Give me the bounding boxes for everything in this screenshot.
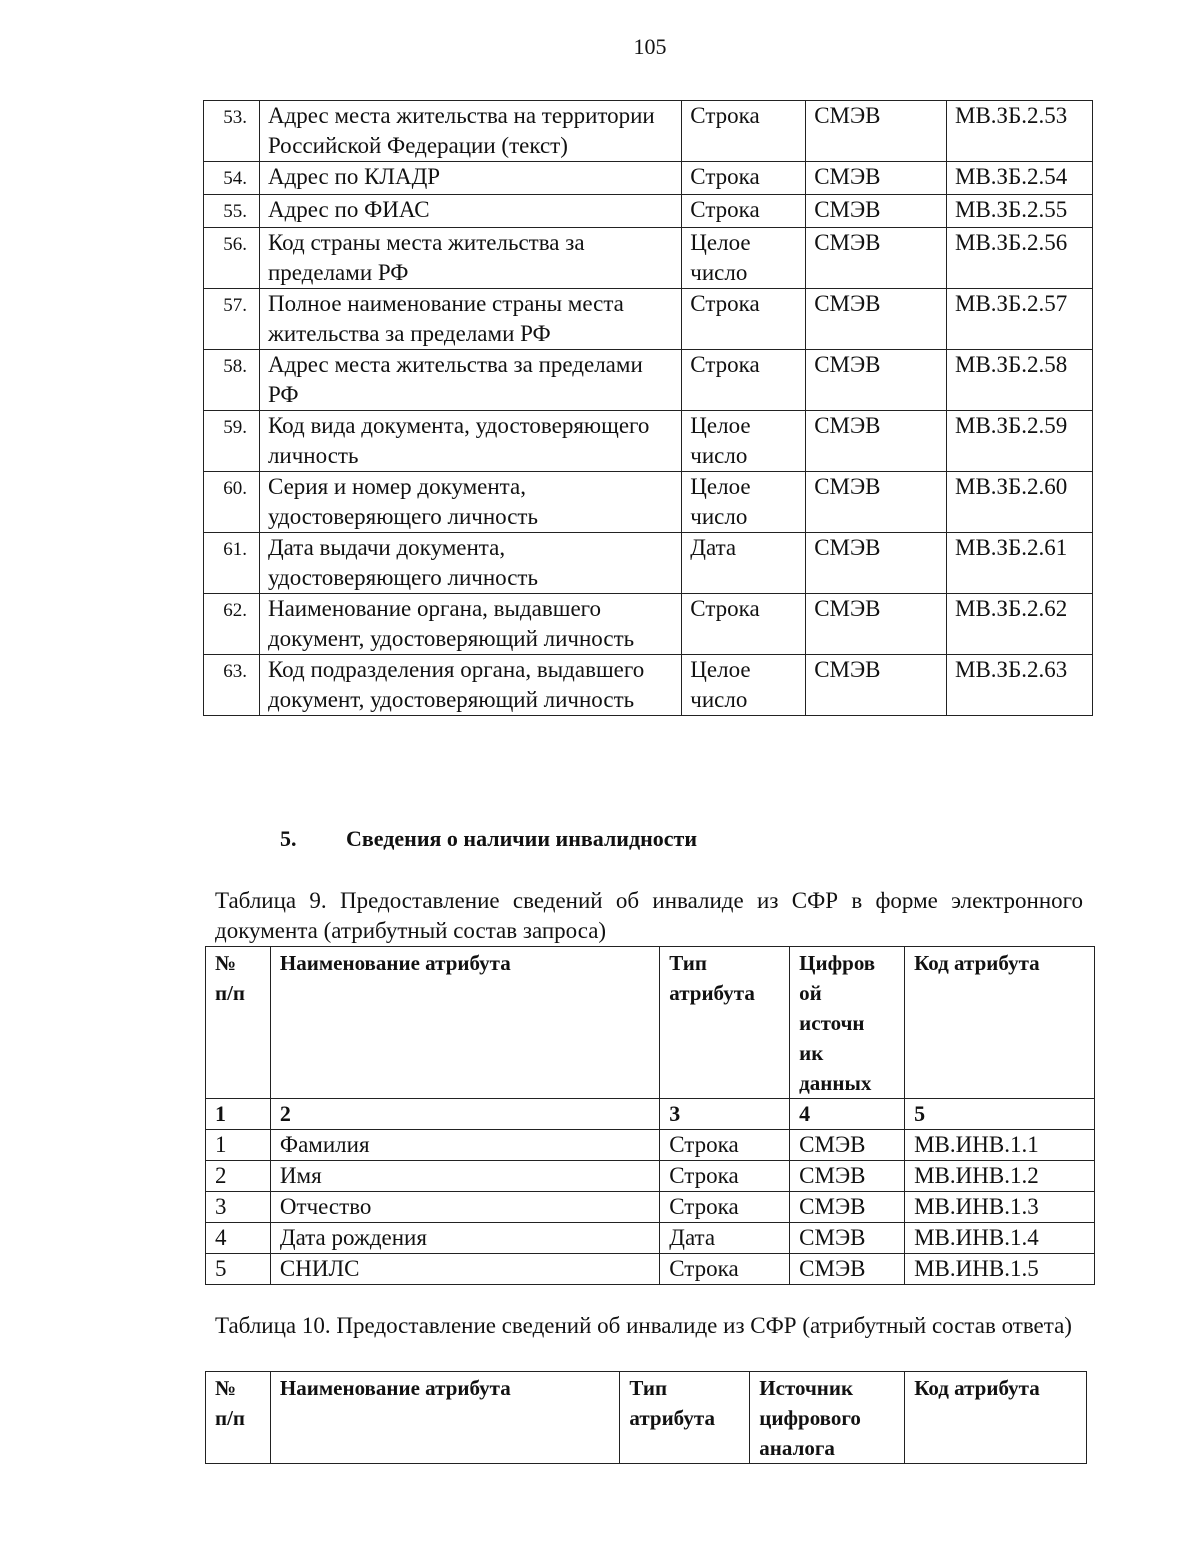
row-number: 2 bbox=[206, 1161, 271, 1192]
attribute-code: МВ.ЗБ.2.61 bbox=[947, 533, 1093, 594]
attribute-name: Адрес по ФИАС bbox=[259, 195, 681, 228]
table-header-row bbox=[206, 1372, 1087, 1464]
attribute-name: Адрес места жительства за пределами РФ bbox=[259, 350, 681, 411]
row-number: 4 bbox=[206, 1223, 271, 1254]
data-source: СМЭВ bbox=[806, 533, 947, 594]
data-source: СМЭВ bbox=[806, 350, 947, 411]
attribute-code: МВ.ЗБ.2.59 bbox=[947, 411, 1093, 472]
attribute-name: Отчество bbox=[270, 1192, 659, 1223]
data-source: СМЭВ bbox=[790, 1254, 905, 1285]
header-line: Наименование атрибута bbox=[279, 1376, 511, 1400]
table-row bbox=[204, 228, 1093, 289]
attribute-type: Строка bbox=[682, 195, 806, 228]
header-line: цифрового bbox=[759, 1406, 861, 1430]
attribute-type: Целое число bbox=[682, 228, 806, 289]
attribute-type: Строка bbox=[660, 1192, 790, 1223]
section-number: 5. bbox=[280, 826, 297, 851]
attribute-name: Код вида документа, удостоверяющего личность bbox=[259, 411, 681, 472]
attribute-code: МВ.ИНВ.1.5 bbox=[905, 1254, 1095, 1285]
attribute-code: МВ.ЗБ.2.57 bbox=[947, 289, 1093, 350]
data-source: СМЭВ bbox=[806, 101, 947, 162]
attribute-type: Строка bbox=[660, 1161, 790, 1192]
attribute-code: МВ.ЗБ.2.62 bbox=[947, 594, 1093, 655]
header-line: № bbox=[215, 1376, 237, 1400]
header-line: источн bbox=[799, 1011, 865, 1035]
attribute-code: МВ.ЗБ.2.56 bbox=[947, 228, 1093, 289]
table-row bbox=[206, 1254, 1095, 1285]
section-title: Сведения о наличии инвалидности bbox=[346, 826, 698, 851]
table-row bbox=[204, 472, 1093, 533]
column-index: 3 bbox=[660, 1099, 790, 1130]
row-number: 59. bbox=[204, 411, 260, 472]
table10-caption: Таблица 10. Предоставление сведений об инвалиде из СФР (атрибутный состав ответа) bbox=[215, 1313, 1072, 1338]
data-source: СМЭВ bbox=[790, 1161, 905, 1192]
table-row bbox=[204, 411, 1093, 472]
row-number: 1 bbox=[206, 1130, 271, 1161]
attribute-name: Фамилия bbox=[270, 1130, 659, 1161]
attribute-name: Код подразделения органа, выдавшего документ, удостоверяющий личность bbox=[259, 655, 681, 716]
table-row bbox=[204, 162, 1093, 195]
attribute-type: Дата bbox=[660, 1223, 790, 1254]
attribute-type: Целое число bbox=[682, 472, 806, 533]
row-number: 54. bbox=[204, 162, 260, 195]
attribute-name: Полное наименование страны места жительства за пределами РФ bbox=[259, 289, 681, 350]
attribute-name: Серия и номер документа, удостоверяющего личность bbox=[259, 472, 681, 533]
attribute-type: Строка bbox=[682, 162, 806, 195]
row-number: 56. bbox=[204, 228, 260, 289]
header-type bbox=[620, 1372, 750, 1464]
table-row bbox=[204, 350, 1093, 411]
header-line: атрибута bbox=[669, 981, 755, 1005]
header-line: атрибута bbox=[629, 1406, 715, 1430]
table-row bbox=[206, 1192, 1095, 1223]
data-source: СМЭВ bbox=[806, 228, 947, 289]
attribute-code: МВ.ИНВ.1.2 bbox=[905, 1161, 1095, 1192]
data-source: СМЭВ bbox=[806, 655, 947, 716]
table-row bbox=[204, 533, 1093, 594]
table-row bbox=[204, 594, 1093, 655]
header-line: Цифров bbox=[799, 951, 876, 975]
header-code bbox=[905, 947, 1095, 1099]
header-line: № bbox=[215, 951, 237, 975]
header-line: Код атрибута bbox=[914, 951, 1040, 975]
attribute-code: МВ.ИНВ.1.4 bbox=[905, 1223, 1095, 1254]
header-line: ой bbox=[799, 981, 822, 1005]
column-index: 4 bbox=[790, 1099, 905, 1130]
table-row bbox=[206, 1130, 1095, 1161]
column-index-row bbox=[206, 1099, 1095, 1130]
table-row bbox=[204, 101, 1093, 162]
attribute-type: Строка bbox=[682, 350, 806, 411]
column-index: 1 bbox=[206, 1099, 271, 1130]
header-type bbox=[660, 947, 790, 1099]
attribute-type: Дата bbox=[682, 533, 806, 594]
section-heading bbox=[280, 826, 697, 852]
row-number: 57. bbox=[204, 289, 260, 350]
attribute-type: Строка bbox=[660, 1254, 790, 1285]
table-row bbox=[206, 1161, 1095, 1192]
attribute-code: МВ.ЗБ.2.53 bbox=[947, 101, 1093, 162]
row-number: 60. bbox=[204, 472, 260, 533]
data-source: СМЭВ bbox=[806, 162, 947, 195]
attribute-name: Наименование органа, выдавшего документ, удостоверяющий личность bbox=[259, 594, 681, 655]
data-source: СМЭВ bbox=[806, 472, 947, 533]
header-line: Тип bbox=[669, 951, 707, 975]
attribute-type: Строка bbox=[682, 289, 806, 350]
attribute-type: Строка bbox=[682, 594, 806, 655]
data-source: СМЭВ bbox=[806, 289, 947, 350]
header-name bbox=[270, 947, 659, 1099]
header-line: аналога bbox=[759, 1436, 835, 1460]
data-source: СМЭВ bbox=[806, 594, 947, 655]
data-source: СМЭВ bbox=[806, 411, 947, 472]
header-code bbox=[905, 1372, 1087, 1464]
attribute-type: Целое число bbox=[682, 411, 806, 472]
header-line: ик bbox=[799, 1041, 824, 1065]
attribute-type: Строка bbox=[682, 101, 806, 162]
table9 bbox=[205, 946, 1095, 1285]
row-number: 5 bbox=[206, 1254, 271, 1285]
data-source: СМЭВ bbox=[790, 1192, 905, 1223]
header-line: Наименование атрибута bbox=[279, 951, 511, 975]
attribute-name: Дата рождения bbox=[270, 1223, 659, 1254]
table-row bbox=[204, 655, 1093, 716]
header-line: Тип bbox=[629, 1376, 668, 1400]
page-number: 105 bbox=[633, 34, 667, 59]
table-header-row bbox=[206, 947, 1095, 1099]
row-number: 62. bbox=[204, 594, 260, 655]
header-line: Источник bbox=[759, 1376, 854, 1400]
header-line: п/п bbox=[215, 1406, 246, 1430]
header-source bbox=[750, 1372, 905, 1464]
attribute-name: Адрес места жительства на территории Российской Федерации (текст) bbox=[259, 101, 681, 162]
header-line: данных bbox=[799, 1071, 872, 1095]
header-source bbox=[790, 947, 905, 1099]
row-number: 61. bbox=[204, 533, 260, 594]
attribute-name: Код страны места жительства за пределами РФ bbox=[259, 228, 681, 289]
row-number: 3 bbox=[206, 1192, 271, 1223]
table9-caption: Таблица 9. Предоставление сведений об инвалиде из СФР в форме электронного документа (атрибутный состав запроса) bbox=[215, 888, 1083, 943]
row-number: 63. bbox=[204, 655, 260, 716]
column-index: 5 bbox=[905, 1099, 1095, 1130]
table-row bbox=[204, 195, 1093, 228]
header-number bbox=[206, 947, 271, 1099]
attribute-code: МВ.ИНВ.1.3 bbox=[905, 1192, 1095, 1223]
header-name bbox=[270, 1372, 619, 1464]
attribute-code: МВ.ЗБ.2.55 bbox=[947, 195, 1093, 228]
table-row bbox=[204, 289, 1093, 350]
data-source: СМЭВ bbox=[790, 1130, 905, 1161]
attribute-type: Целое число bbox=[682, 655, 806, 716]
data-source: СМЭВ bbox=[806, 195, 947, 228]
attribute-code: МВ.ЗБ.2.58 bbox=[947, 350, 1093, 411]
attribute-code: МВ.ЗБ.2.60 bbox=[947, 472, 1093, 533]
column-index: 2 bbox=[270, 1099, 659, 1130]
header-number bbox=[206, 1372, 271, 1464]
table10 bbox=[205, 1371, 1087, 1464]
attribute-name: Дата выдачи документа, удостоверяющего личность bbox=[259, 533, 681, 594]
attribute-name: СНИЛС bbox=[270, 1254, 659, 1285]
table-row bbox=[206, 1223, 1095, 1254]
attribute-table-continued bbox=[203, 100, 1093, 716]
header-line: Код атрибута bbox=[914, 1376, 1040, 1400]
row-number: 58. bbox=[204, 350, 260, 411]
attribute-type: Строка bbox=[660, 1130, 790, 1161]
attribute-code: МВ.ИНВ.1.1 bbox=[905, 1130, 1095, 1161]
data-source: СМЭВ bbox=[790, 1223, 905, 1254]
header-line: п/п bbox=[215, 981, 246, 1005]
row-number: 55. bbox=[204, 195, 260, 228]
row-number: 53. bbox=[204, 101, 260, 162]
attribute-name: Адрес по КЛАДР bbox=[259, 162, 681, 195]
attribute-code: МВ.ЗБ.2.63 bbox=[947, 655, 1093, 716]
attribute-name: Имя bbox=[270, 1161, 659, 1192]
attribute-code: МВ.ЗБ.2.54 bbox=[947, 162, 1093, 195]
